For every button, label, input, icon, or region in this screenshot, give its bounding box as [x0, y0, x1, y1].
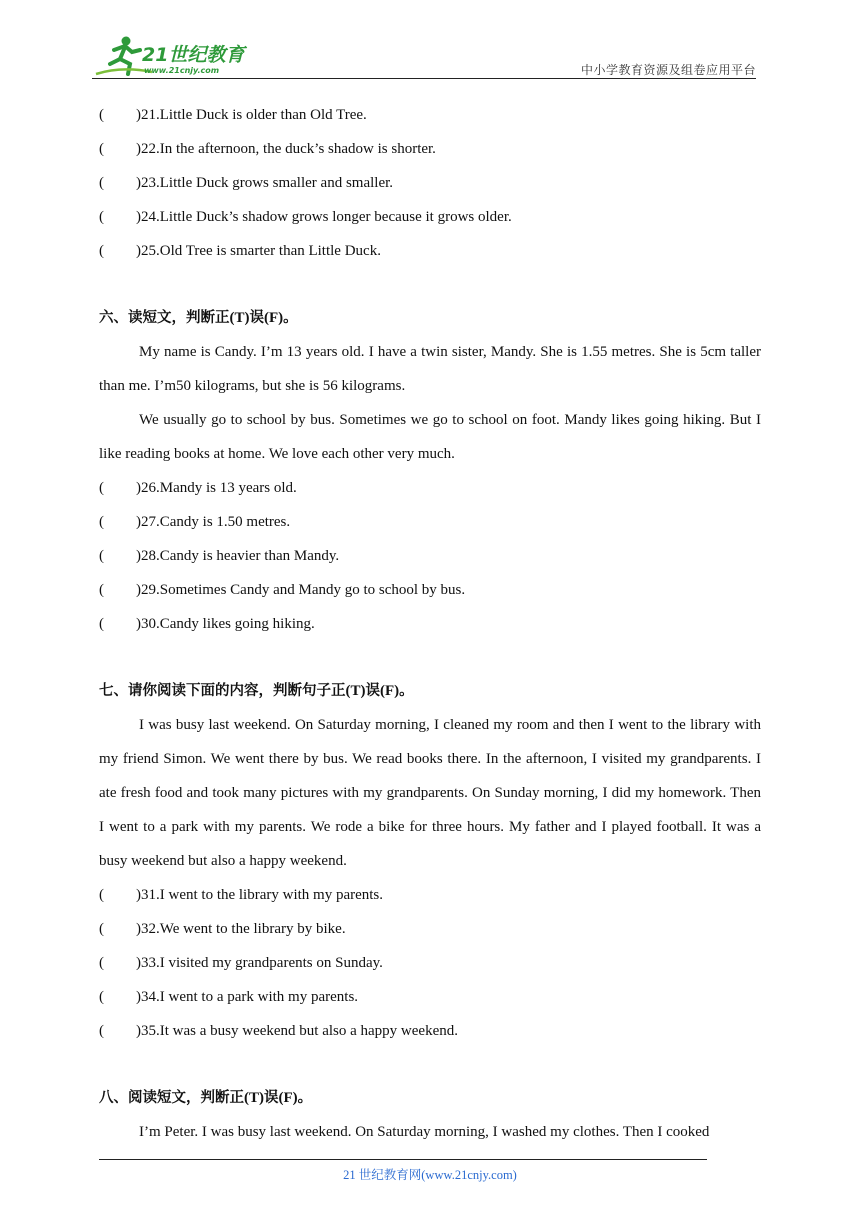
question-28 [99, 539, 761, 573]
reading-paragraph: We usually go to school by bus. Sometimes we go to school on foot. Mandy likes going hiking. But I like reading books at home. We love each other very much. [99, 412, 761, 462]
question-text: )32.We went to the library by bike. [136, 921, 346, 937]
section-6 [99, 301, 761, 641]
answer-blank: ( [99, 141, 104, 157]
question-text: )26.Mandy is 13 years old. [136, 480, 297, 496]
question-34 [99, 980, 761, 1014]
question-23 [99, 166, 761, 200]
question-26 [99, 471, 761, 505]
answer-blank: ( [99, 955, 104, 971]
answer-blank: ( [99, 548, 104, 564]
question-text: )33.I visited my grandparents on Sunday. [136, 955, 383, 971]
question-27 [99, 505, 761, 539]
question-33 [99, 946, 761, 980]
reading-paragraph: My name is Candy. I’m 13 years old. I have a twin sister, Mandy. She is 1.55 metres. She is 5cm taller than me. I’m50 kilograms, but she is 56 kilograms. [99, 344, 761, 394]
question-text: )21.Little Duck is older than Old Tree. [136, 107, 367, 123]
answer-blank: ( [99, 480, 104, 496]
reading-paragraph: I was busy last weekend. On Saturday morning, I cleaned my room and then I went to the library with my friend Simon. We went there by bus. We read books there. In the afternoon, I visited my grandparents. I ate fresh food and took many pictures with my grandparents. On Sunday morning, I did my homework. Then I went to a park with my parents. We rode a bike for three hours. My father and I played football. It was a busy weekend but also a happy weekend. [99, 717, 761, 869]
reading-paragraph: I’m Peter. I was busy last weekend. On Saturday morning, I washed my clothes. Then I cooked [139, 1124, 710, 1140]
answer-blank: ( [99, 514, 104, 530]
question-32 [99, 912, 761, 946]
answer-blank: ( [99, 616, 104, 632]
section-8-title: 八、阅读短文，判断正(T)误(F)。 [99, 1090, 313, 1106]
answer-blank: ( [99, 175, 104, 191]
answer-blank: ( [99, 921, 104, 937]
section-8 [99, 1081, 761, 1149]
answer-blank: ( [99, 209, 104, 225]
spacer [99, 268, 761, 301]
question-text: )25.Old Tree is smarter than Little Duck. [136, 243, 381, 259]
question-25 [99, 234, 761, 268]
question-text: )27.Candy is 1.50 metres. [136, 514, 291, 530]
answer-blank: ( [99, 887, 104, 903]
question-31 [99, 878, 761, 912]
answer-blank: ( [99, 1023, 104, 1039]
question-30 [99, 607, 761, 641]
spacer [99, 1048, 761, 1081]
svg-text:21世纪教育: 21世纪教育 [142, 44, 245, 66]
footer-divider [99, 1159, 707, 1160]
question-35 [99, 1014, 761, 1048]
logo-21cnjy [92, 30, 262, 78]
section-7 [99, 674, 761, 1048]
answer-blank: ( [99, 243, 104, 259]
question-text: )24.Little Duck’s shadow grows longer because it grows older. [136, 209, 512, 225]
platform-name: 中小学教育资源及组卷应用平台 [580, 63, 756, 77]
section-7-title: 七、请你阅读下面的内容，判断句子正(T)误(F)。 [99, 683, 414, 699]
footer-site-link[interactable]: 21 世纪教育网(www.21cnjy.com) [343, 1168, 517, 1182]
question-29 [99, 573, 761, 607]
question-21 [99, 98, 761, 132]
spacer [99, 641, 761, 674]
header-divider [92, 78, 756, 79]
svg-text:www.21cnjy.com: www.21cnjy.com [144, 66, 220, 75]
question-24 [99, 200, 761, 234]
section-6-title: 六、读短文，判断正(T)误(F)。 [99, 310, 298, 326]
answer-blank: ( [99, 107, 104, 123]
question-22 [99, 132, 761, 166]
answer-blank: ( [99, 582, 104, 598]
questions-21-25 [99, 98, 761, 268]
answer-blank: ( [99, 989, 104, 1005]
question-text: )29.Sometimes Candy and Mandy go to school by bus. [136, 582, 466, 598]
question-text: )30.Candy likes going hiking. [136, 616, 315, 632]
question-text: )23.Little Duck grows smaller and smaller. [136, 175, 394, 191]
question-text: )28.Candy is heavier than Mandy. [136, 548, 340, 564]
document-body [99, 98, 761, 1149]
question-text: )22.In the afternoon, the duck’s shadow is shorter. [136, 141, 436, 157]
question-text: )34.I went to a park with my parents. [136, 989, 359, 1005]
question-text: )31.I went to the library with my parents. [136, 887, 384, 903]
question-text: )35.It was a busy weekend but also a happy weekend. [136, 1023, 458, 1039]
page-header [92, 30, 756, 78]
